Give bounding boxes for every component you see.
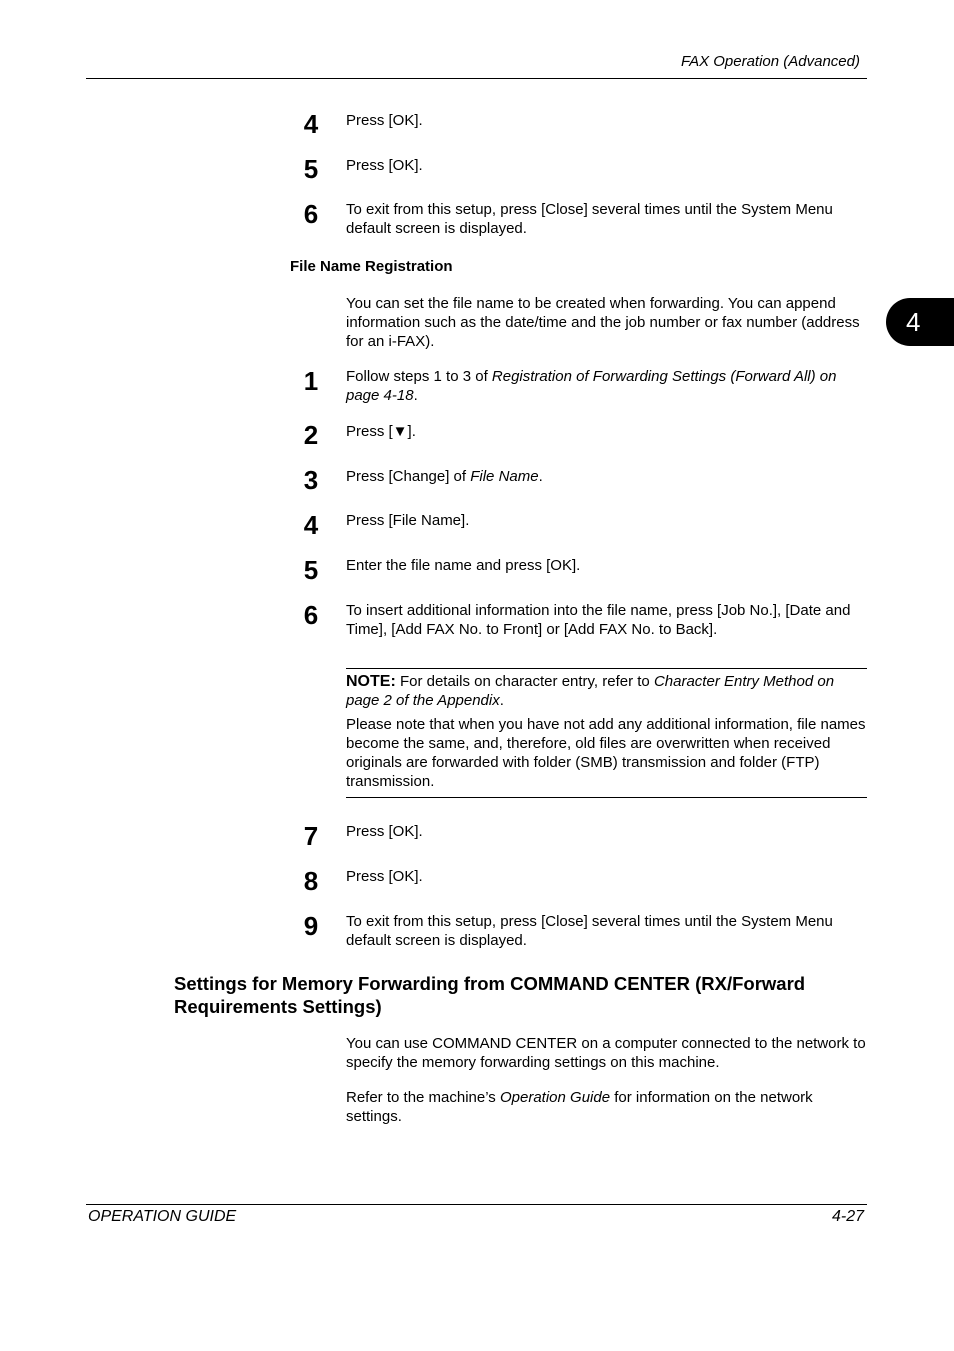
step-number: 5 xyxy=(303,555,319,585)
step-text: Press [OK]. xyxy=(346,823,423,840)
step-number: 9 xyxy=(303,911,319,941)
section-heading: Settings for Memory Forwarding from COMMAND CENTER (RX/Forward Requirements Settings) xyxy=(174,973,806,1017)
step-number: 4 xyxy=(303,109,319,139)
note-label: NOTE: xyxy=(346,673,396,690)
note-paragraph: NOTE: For details on character entry, refer to Character Entry Method on page 2 of the Appendix. xyxy=(346,673,835,709)
step-number: 1 xyxy=(303,366,319,396)
step-number: 6 xyxy=(303,199,319,229)
header-rule xyxy=(86,78,867,79)
note-paragraph: Please note that when you have not add any additional information, file names become the same, and, therefore, old files are overwritten when received originals are forwarded with folder (SMB) transmission and folder (FTP) transmission. xyxy=(346,716,866,790)
step-text: Press [OK]. xyxy=(346,112,423,129)
step-text: To exit from this setup, press [Close] several times until the System Menu default screen is displayed. xyxy=(346,913,833,949)
step-text: Press [▼]. xyxy=(346,423,416,440)
subsection-heading: File Name Registration xyxy=(290,258,453,275)
cross-reference: Character Entry Method on page 2 of the Appendix xyxy=(346,673,835,709)
cross-reference: Operation Guide xyxy=(499,1089,611,1106)
step-number: 4 xyxy=(303,510,319,540)
body-paragraph: You can use COMMAND CENTER on a computer connected to the network to specify the memory forwarding settings on this machine. xyxy=(346,1035,866,1071)
step-number: 3 xyxy=(303,465,319,495)
step-text: Enter the file name and press [OK]. xyxy=(346,557,581,574)
step-number: 5 xyxy=(303,154,319,184)
step-number: 7 xyxy=(303,821,319,851)
step-text: Follow steps 1 to 3 of Registration of Forwarding Settings (Forward All) on page 4-18. xyxy=(346,368,837,404)
step-text: Press [Change] of File Name. xyxy=(346,468,543,485)
step-text: Press [OK]. xyxy=(346,868,423,885)
cross-reference: Registration of Forwarding Settings (Forward All) on page 4-18 xyxy=(346,368,837,404)
step-text: To exit from this setup, press [Close] several times until the System Menu default screen is displayed. xyxy=(346,201,833,237)
step-text: To insert additional information into the file name, press [Job No.], [Date and Time], [Add FAX No. to Front] or [Add FAX No. to Back]. xyxy=(346,602,851,638)
step-number: 8 xyxy=(303,866,319,896)
step-text: Press [OK]. xyxy=(346,157,423,174)
step-number: 2 xyxy=(303,420,319,450)
page-header-title: FAX Operation (Advanced) xyxy=(681,53,860,70)
page-number: 4-27 xyxy=(831,1208,864,1225)
intro-paragraph: You can set the file name to be created when forwarding. You can append information such as the date/time and the job number or fax number (address for an i-FAX). xyxy=(346,295,860,350)
note-box xyxy=(346,668,867,798)
step-text: Press [File Name]. xyxy=(346,512,470,529)
footer-rule xyxy=(86,1204,867,1205)
chapter-tab: 4 xyxy=(886,298,954,346)
step-number: 6 xyxy=(303,600,319,630)
footer-left: OPERATION GUIDE xyxy=(88,1208,237,1225)
body-paragraph: Refer to the machine’s Operation Guide for information on the network settings. xyxy=(346,1089,813,1125)
